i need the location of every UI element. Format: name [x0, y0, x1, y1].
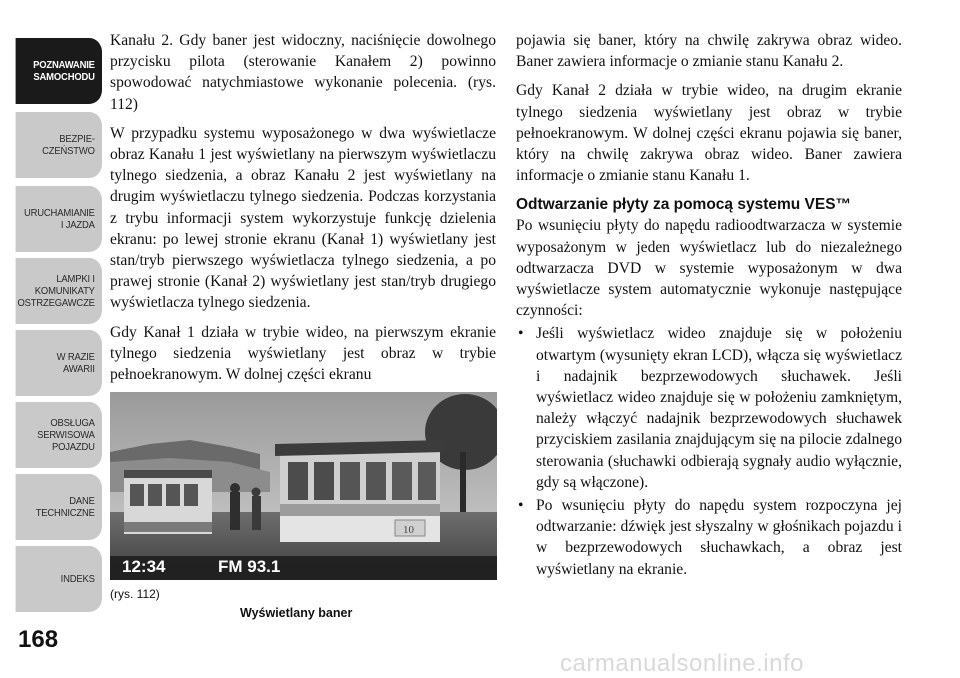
tab-dane-techniczne[interactable]: DANE TECHNICZNE — [16, 474, 102, 540]
tab-bezpieczenstwo[interactable]: BEZPIE- CZEŃSTWO — [16, 112, 102, 178]
tab-w-razie-awarii[interactable]: W RAZIE AWARII — [16, 330, 102, 396]
tab-indeks[interactable]: INDEKS — [16, 546, 102, 612]
chapter-sidebar — [0, 0, 104, 678]
paragraph: Gdy Kanał 2 działa w trybie wideo, na drugim ekranie tylnego siedzenia wyświetlany jest obraz w trybie pełnoekranowym. W dolnej części ekranu pojawia się baner, który na chwilę zakrywa obraz wideo. Baner zawiera informacje o zmianie stanu Kanału 1. — [516, 82, 902, 185]
tab-lampki-i-komunikaty[interactable]: LAMPKI I KOMUNIKATY OSTRZEGAWCZE — [16, 258, 102, 324]
list-item: • Jeśli wyświetlacz wideo znajduje się w położeniu otwartym (wysunięty ekran LCD), włącza się wyświetlacz i nadajnik bezprzewodowych słuchawek. Jeśli wyświetlacz wideo znajduje się w położeniu zamkniętym, należy włączyć nadajnik bezprzewodowych słuchawek przyciskiem zasilania znajdującym się na pilocie zdalnego sterowania (słuchawki odbierają sygnały audio wyłącznie, gdy są włączone). — [516, 323, 902, 493]
bullet-list — [516, 323, 902, 579]
banner-station: FM 93.1 — [218, 557, 281, 576]
figure-caption: Wyświetlany baner — [240, 606, 353, 620]
tab-uruchamianie-i-jazda[interactable]: URUCHAMIANIE I JAZDA — [16, 186, 102, 252]
paragraph: Po wsunięciu płyty do napędu radioodtwarzacza w systemie wyposażonym w jeden wyświetlacz lub do niezależnego odtwarzacza DVD w systemie wyposażonym w dwa wyświetlacze system automatycznie wykonuje następujące czynności: — [516, 217, 902, 320]
photo-illustration — [110, 392, 497, 580]
watermark: carmanualsonline.info — [560, 650, 804, 677]
right-text-column — [516, 30, 902, 582]
banner-time: 12:34 — [122, 557, 166, 576]
paragraph: Gdy Kanał 1 działa w trybie wideo, na pierwszym ekranie tylnego siedzenia wyświetlany jest obraz w trybie pełnoekranowym. W dolnej części ekranu — [110, 323, 496, 384]
left-text-column — [110, 30, 496, 385]
list-item: • Po wsunięciu płyty do napędu system rozpoczyna jej odtwarzanie: dźwięk jest słyszalny w głośnikach pojazdu i w bezprzewodowych słuchawkach, a obraz jest wyświetlany na ekranie. — [516, 495, 902, 580]
paragraph: pojawia się baner, który na chwilę zakrywa obraz wideo. Baner zawiera informacje o zmianie stanu Kanału 2. — [516, 32, 902, 71]
svg-text:10: 10 — [403, 524, 414, 536]
paragraph: W przypadku systemu wyposażonego w dwa wyświetlacze obraz Kanału 1 jest wyświetlany na pierwszym wyświetlaczu tylnego siedzenia, a obraz Kanału 2 jest wyświetlany na drugim wyświetlaczu tylnego siedzenia. Podczas korzystania z trybu informacji system wykorzystuje funkcję dzielenia ekranu: po lewej stronie ekranu (Kanał 1) wyświetlany jest stan/tryb pierwszego wyświetlacza tylnego siedzenia, a po prawej stronie (Kanał 2) wyświetlany jest stan/tryb drugiego wyświetlacza tylnego siedzenia. — [110, 124, 496, 312]
figure-reference: (rys. 112) — [110, 587, 160, 601]
paragraph: Kanału 2. Gdy baner jest widoczny, naciśnięcie dowolnego przycisku pilota (sterowanie Kanałem 2) powinno spowodować natychmiastowe wykonanie polecenia. (rys. 112) — [110, 32, 496, 113]
cable-car-photo — [110, 392, 497, 580]
section-heading: Odtwarzanie płyty za pomocą systemu VES™ — [516, 196, 852, 214]
page-number: 168 — [18, 626, 59, 653]
tab-obsluga-serwisowa[interactable]: OBSŁUGA SERWISOWA POJAZDU — [16, 402, 102, 468]
tab-poznawanie-samochodu[interactable]: POZNAWANIE SAMOCHODU — [16, 38, 102, 104]
